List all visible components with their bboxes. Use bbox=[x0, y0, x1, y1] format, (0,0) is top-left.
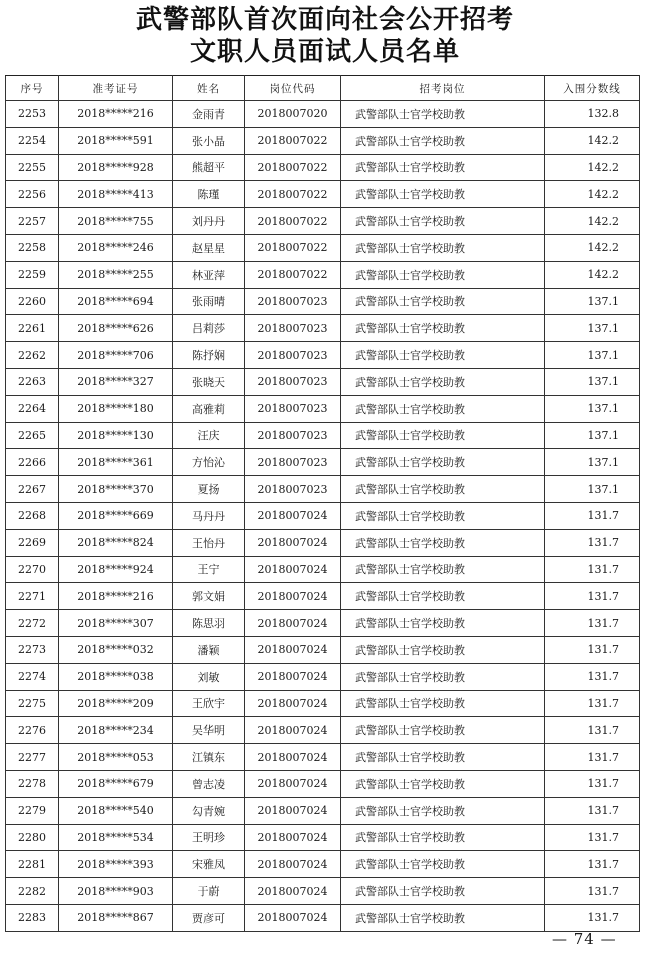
cell-post-code: 2018007023 bbox=[245, 315, 341, 342]
cell-exam-id: 2018*****393 bbox=[59, 851, 173, 878]
cell-post: 武警部队士官学校助教 bbox=[341, 127, 545, 154]
cell-cutoff-score: 131.7 bbox=[545, 770, 640, 797]
cell-exam-id: 2018*****307 bbox=[59, 610, 173, 637]
cell-exam-id: 2018*****591 bbox=[59, 127, 173, 154]
cell-cutoff-score: 131.7 bbox=[545, 610, 640, 637]
cell-name: 王怡丹 bbox=[173, 529, 245, 556]
table-row bbox=[6, 368, 640, 395]
cell-post-code: 2018007023 bbox=[245, 476, 341, 503]
cell-post: 武警部队士官学校助教 bbox=[341, 101, 545, 128]
cell-name: 宋雅凤 bbox=[173, 851, 245, 878]
table-row bbox=[6, 636, 640, 663]
cell-seq: 2281 bbox=[6, 851, 59, 878]
table-row bbox=[6, 744, 640, 771]
cell-post-code: 2018007024 bbox=[245, 851, 341, 878]
cell-name: 夏扬 bbox=[173, 476, 245, 503]
cell-post-code: 2018007023 bbox=[245, 288, 341, 315]
cell-seq: 2271 bbox=[6, 583, 59, 610]
cell-post: 武警部队士官学校助教 bbox=[341, 904, 545, 931]
cell-seq: 2274 bbox=[6, 663, 59, 690]
cell-cutoff-score: 142.2 bbox=[545, 127, 640, 154]
cell-exam-id: 2018*****234 bbox=[59, 717, 173, 744]
table-row bbox=[6, 181, 640, 208]
cell-name: 曾志凌 bbox=[173, 770, 245, 797]
cell-cutoff-score: 137.1 bbox=[545, 342, 640, 369]
cell-exam-id: 2018*****370 bbox=[59, 476, 173, 503]
cell-post: 武警部队士官学校助教 bbox=[341, 395, 545, 422]
cell-cutoff-score: 142.2 bbox=[545, 234, 640, 261]
cell-exam-id: 2018*****413 bbox=[59, 181, 173, 208]
cell-exam-id: 2018*****679 bbox=[59, 770, 173, 797]
cell-post-code: 2018007024 bbox=[245, 610, 341, 637]
cell-name: 张小晶 bbox=[173, 127, 245, 154]
table-row bbox=[6, 529, 640, 556]
cell-name: 于蔚 bbox=[173, 878, 245, 905]
cell-post-code: 2018007023 bbox=[245, 342, 341, 369]
cell-seq: 2253 bbox=[6, 101, 59, 128]
header-post-code: 岗位代码 bbox=[245, 76, 341, 101]
table-body bbox=[6, 101, 640, 932]
table-row bbox=[6, 288, 640, 315]
cell-name: 刘敏 bbox=[173, 663, 245, 690]
cell-exam-id: 2018*****694 bbox=[59, 288, 173, 315]
cell-name: 王宁 bbox=[173, 556, 245, 583]
cell-cutoff-score: 131.7 bbox=[545, 797, 640, 824]
table-row bbox=[6, 127, 640, 154]
table-row bbox=[6, 395, 640, 422]
cell-seq: 2278 bbox=[6, 770, 59, 797]
cell-cutoff-score: 137.1 bbox=[545, 422, 640, 449]
table-row bbox=[6, 101, 640, 128]
cell-exam-id: 2018*****327 bbox=[59, 368, 173, 395]
cell-exam-id: 2018*****626 bbox=[59, 315, 173, 342]
cell-post-code: 2018007024 bbox=[245, 904, 341, 931]
cell-name: 江镇东 bbox=[173, 744, 245, 771]
cell-seq: 2268 bbox=[6, 502, 59, 529]
table-row bbox=[6, 878, 640, 905]
cell-post-code: 2018007024 bbox=[245, 770, 341, 797]
cell-name: 熊超平 bbox=[173, 154, 245, 181]
cell-post-code: 2018007024 bbox=[245, 529, 341, 556]
cell-seq: 2277 bbox=[6, 744, 59, 771]
table-row bbox=[6, 261, 640, 288]
cell-exam-id: 2018*****130 bbox=[59, 422, 173, 449]
cell-seq: 2280 bbox=[6, 824, 59, 851]
cell-seq: 2260 bbox=[6, 288, 59, 315]
cell-name: 潘颖 bbox=[173, 636, 245, 663]
cell-cutoff-score: 131.7 bbox=[545, 878, 640, 905]
cell-post: 武警部队士官学校助教 bbox=[341, 797, 545, 824]
table-row bbox=[6, 904, 640, 931]
cell-post-code: 2018007023 bbox=[245, 422, 341, 449]
cell-name: 方怡沁 bbox=[173, 449, 245, 476]
cell-name: 张雨晴 bbox=[173, 288, 245, 315]
cell-seq: 2255 bbox=[6, 154, 59, 181]
cell-post-code: 2018007024 bbox=[245, 583, 341, 610]
header-cutoff-score: 入围分数线 bbox=[545, 76, 640, 101]
cell-post: 武警部队士官学校助教 bbox=[341, 368, 545, 395]
cell-post-code: 2018007023 bbox=[245, 449, 341, 476]
cell-post-code: 2018007022 bbox=[245, 181, 341, 208]
cell-post-code: 2018007023 bbox=[245, 395, 341, 422]
cell-name: 陈思羽 bbox=[173, 610, 245, 637]
table-row bbox=[6, 502, 640, 529]
cell-exam-id: 2018*****540 bbox=[59, 797, 173, 824]
cell-post-code: 2018007024 bbox=[245, 878, 341, 905]
cell-post: 武警部队士官学校助教 bbox=[341, 422, 545, 449]
cell-exam-id: 2018*****180 bbox=[59, 395, 173, 422]
cell-cutoff-score: 131.7 bbox=[545, 663, 640, 690]
cell-seq: 2269 bbox=[6, 529, 59, 556]
cell-post: 武警部队士官学校助教 bbox=[341, 636, 545, 663]
cell-post: 武警部队士官学校助教 bbox=[341, 476, 545, 503]
cell-exam-id: 2018*****361 bbox=[59, 449, 173, 476]
cell-name: 高雅莉 bbox=[173, 395, 245, 422]
cell-cutoff-score: 131.7 bbox=[545, 556, 640, 583]
cell-post-code: 2018007022 bbox=[245, 261, 341, 288]
cell-exam-id: 2018*****706 bbox=[59, 342, 173, 369]
cell-name: 王明珍 bbox=[173, 824, 245, 851]
cell-exam-id: 2018*****216 bbox=[59, 101, 173, 128]
document-title-line2: 文职人员面试人员名单 bbox=[189, 37, 460, 67]
cell-exam-id: 2018*****867 bbox=[59, 904, 173, 931]
cell-exam-id: 2018*****255 bbox=[59, 261, 173, 288]
cell-seq: 2263 bbox=[6, 368, 59, 395]
cell-seq: 2279 bbox=[6, 797, 59, 824]
cell-name: 刘丹丹 bbox=[173, 208, 245, 235]
cell-cutoff-score: 132.8 bbox=[545, 101, 640, 128]
cell-name: 张晓天 bbox=[173, 368, 245, 395]
cell-post: 武警部队士官学校助教 bbox=[341, 181, 545, 208]
cell-name: 金雨青 bbox=[173, 101, 245, 128]
cell-exam-id: 2018*****216 bbox=[59, 583, 173, 610]
cell-cutoff-score: 131.7 bbox=[545, 583, 640, 610]
cell-cutoff-score: 142.2 bbox=[545, 208, 640, 235]
cell-post-code: 2018007024 bbox=[245, 663, 341, 690]
cell-post: 武警部队士官学校助教 bbox=[341, 583, 545, 610]
cell-seq: 2275 bbox=[6, 690, 59, 717]
cell-cutoff-score: 131.7 bbox=[545, 851, 640, 878]
cell-post: 武警部队士官学校助教 bbox=[341, 342, 545, 369]
cell-seq: 2259 bbox=[6, 261, 59, 288]
cell-exam-id: 2018*****924 bbox=[59, 556, 173, 583]
cell-name: 马丹丹 bbox=[173, 502, 245, 529]
cell-seq: 2272 bbox=[6, 610, 59, 637]
cell-post-code: 2018007024 bbox=[245, 797, 341, 824]
table-row bbox=[6, 690, 640, 717]
table-row bbox=[6, 234, 640, 261]
table-row bbox=[6, 208, 640, 235]
cell-seq: 2261 bbox=[6, 315, 59, 342]
table-row bbox=[6, 663, 640, 690]
cell-cutoff-score: 131.7 bbox=[545, 502, 640, 529]
cell-post: 武警部队士官学校助教 bbox=[341, 315, 545, 342]
cell-exam-id: 2018*****038 bbox=[59, 663, 173, 690]
cell-cutoff-score: 131.7 bbox=[545, 529, 640, 556]
cell-post-code: 2018007023 bbox=[245, 368, 341, 395]
cell-post: 武警部队士官学校助教 bbox=[341, 449, 545, 476]
cell-post-code: 2018007022 bbox=[245, 234, 341, 261]
cell-cutoff-score: 142.2 bbox=[545, 154, 640, 181]
cell-post: 武警部队士官学校助教 bbox=[341, 261, 545, 288]
cell-cutoff-score: 131.7 bbox=[545, 717, 640, 744]
table-header-row bbox=[6, 76, 640, 101]
cell-seq: 2265 bbox=[6, 422, 59, 449]
cell-post-code: 2018007024 bbox=[245, 717, 341, 744]
document-title-line1: 武警部队首次面向社会公开招考 bbox=[135, 5, 514, 35]
cell-name: 王欣宇 bbox=[173, 690, 245, 717]
cell-post-code: 2018007020 bbox=[245, 101, 341, 128]
table-row bbox=[6, 476, 640, 503]
cell-post: 武警部队士官学校助教 bbox=[341, 234, 545, 261]
cell-exam-id: 2018*****534 bbox=[59, 824, 173, 851]
cell-post-code: 2018007024 bbox=[245, 556, 341, 583]
cell-post-code: 2018007022 bbox=[245, 208, 341, 235]
cell-post: 武警部队士官学校助教 bbox=[341, 556, 545, 583]
cell-exam-id: 2018*****032 bbox=[59, 636, 173, 663]
cell-exam-id: 2018*****053 bbox=[59, 744, 173, 771]
header-name: 姓名 bbox=[173, 76, 245, 101]
cell-cutoff-score: 137.1 bbox=[545, 449, 640, 476]
cell-cutoff-score: 142.2 bbox=[545, 261, 640, 288]
cell-post: 武警部队士官学校助教 bbox=[341, 288, 545, 315]
table-row bbox=[6, 851, 640, 878]
cell-seq: 2276 bbox=[6, 717, 59, 744]
cell-seq: 2257 bbox=[6, 208, 59, 235]
header-post: 招考岗位 bbox=[341, 76, 545, 101]
table-row bbox=[6, 797, 640, 824]
table-row bbox=[6, 556, 640, 583]
cell-cutoff-score: 131.7 bbox=[545, 824, 640, 851]
cell-cutoff-score: 131.7 bbox=[545, 744, 640, 771]
cell-post-code: 2018007024 bbox=[245, 690, 341, 717]
cell-cutoff-score: 131.7 bbox=[545, 636, 640, 663]
interview-roster-table bbox=[5, 75, 640, 932]
table-row bbox=[6, 154, 640, 181]
cell-cutoff-score: 131.7 bbox=[545, 904, 640, 931]
table-row bbox=[6, 315, 640, 342]
cell-seq: 2258 bbox=[6, 234, 59, 261]
cell-exam-id: 2018*****669 bbox=[59, 502, 173, 529]
cell-name: 赵星星 bbox=[173, 234, 245, 261]
cell-post: 武警部队士官学校助教 bbox=[341, 529, 545, 556]
table-row bbox=[6, 610, 640, 637]
cell-cutoff-score: 137.1 bbox=[545, 476, 640, 503]
table-row bbox=[6, 583, 640, 610]
cell-name: 贾彦可 bbox=[173, 904, 245, 931]
cell-exam-id: 2018*****928 bbox=[59, 154, 173, 181]
cell-name: 陈抒娴 bbox=[173, 342, 245, 369]
table-row bbox=[6, 770, 640, 797]
table-row bbox=[6, 717, 640, 744]
cell-post-code: 2018007024 bbox=[245, 824, 341, 851]
cell-exam-id: 2018*****755 bbox=[59, 208, 173, 235]
cell-cutoff-score: 137.1 bbox=[545, 315, 640, 342]
cell-post-code: 2018007022 bbox=[245, 154, 341, 181]
cell-cutoff-score: 137.1 bbox=[545, 368, 640, 395]
page-number: — 74 — bbox=[552, 930, 617, 948]
cell-post-code: 2018007024 bbox=[245, 636, 341, 663]
table-row bbox=[6, 422, 640, 449]
cell-cutoff-score: 131.7 bbox=[545, 690, 640, 717]
cell-post: 武警部队士官学校助教 bbox=[341, 878, 545, 905]
table-row bbox=[6, 449, 640, 476]
cell-post-code: 2018007024 bbox=[245, 744, 341, 771]
cell-name: 郭文娟 bbox=[173, 583, 245, 610]
cell-post: 武警部队士官学校助教 bbox=[341, 851, 545, 878]
cell-post: 武警部队士官学校助教 bbox=[341, 770, 545, 797]
cell-cutoff-score: 137.1 bbox=[545, 288, 640, 315]
cell-cutoff-score: 137.1 bbox=[545, 395, 640, 422]
cell-seq: 2262 bbox=[6, 342, 59, 369]
cell-post: 武警部队士官学校助教 bbox=[341, 717, 545, 744]
table-row bbox=[6, 342, 640, 369]
cell-post: 武警部队士官学校助教 bbox=[341, 690, 545, 717]
cell-exam-id: 2018*****246 bbox=[59, 234, 173, 261]
cell-seq: 2283 bbox=[6, 904, 59, 931]
cell-cutoff-score: 142.2 bbox=[545, 181, 640, 208]
cell-seq: 2256 bbox=[6, 181, 59, 208]
table-row bbox=[6, 824, 640, 851]
cell-exam-id: 2018*****824 bbox=[59, 529, 173, 556]
cell-exam-id: 2018*****209 bbox=[59, 690, 173, 717]
cell-post: 武警部队士官学校助教 bbox=[341, 502, 545, 529]
header-exam-id: 准考证号 bbox=[59, 76, 173, 101]
cell-seq: 2266 bbox=[6, 449, 59, 476]
cell-post: 武警部队士官学校助教 bbox=[341, 208, 545, 235]
cell-name: 吕莉莎 bbox=[173, 315, 245, 342]
cell-post: 武警部队士官学校助教 bbox=[341, 824, 545, 851]
cell-seq: 2273 bbox=[6, 636, 59, 663]
cell-post-code: 2018007024 bbox=[245, 502, 341, 529]
cell-seq: 2282 bbox=[6, 878, 59, 905]
cell-seq: 2264 bbox=[6, 395, 59, 422]
cell-name: 林亚萍 bbox=[173, 261, 245, 288]
cell-post: 武警部队士官学校助教 bbox=[341, 663, 545, 690]
cell-exam-id: 2018*****903 bbox=[59, 878, 173, 905]
cell-name: 陈瑾 bbox=[173, 181, 245, 208]
cell-name: 汪庆 bbox=[173, 422, 245, 449]
cell-name: 吴华明 bbox=[173, 717, 245, 744]
cell-seq: 2254 bbox=[6, 127, 59, 154]
cell-post: 武警部队士官学校助教 bbox=[341, 744, 545, 771]
cell-post: 武警部队士官学校助教 bbox=[341, 610, 545, 637]
cell-post-code: 2018007022 bbox=[245, 127, 341, 154]
cell-post: 武警部队士官学校助教 bbox=[341, 154, 545, 181]
cell-name: 勾青婉 bbox=[173, 797, 245, 824]
cell-seq: 2267 bbox=[6, 476, 59, 503]
cell-seq: 2270 bbox=[6, 556, 59, 583]
header-seq: 序号 bbox=[6, 76, 59, 101]
